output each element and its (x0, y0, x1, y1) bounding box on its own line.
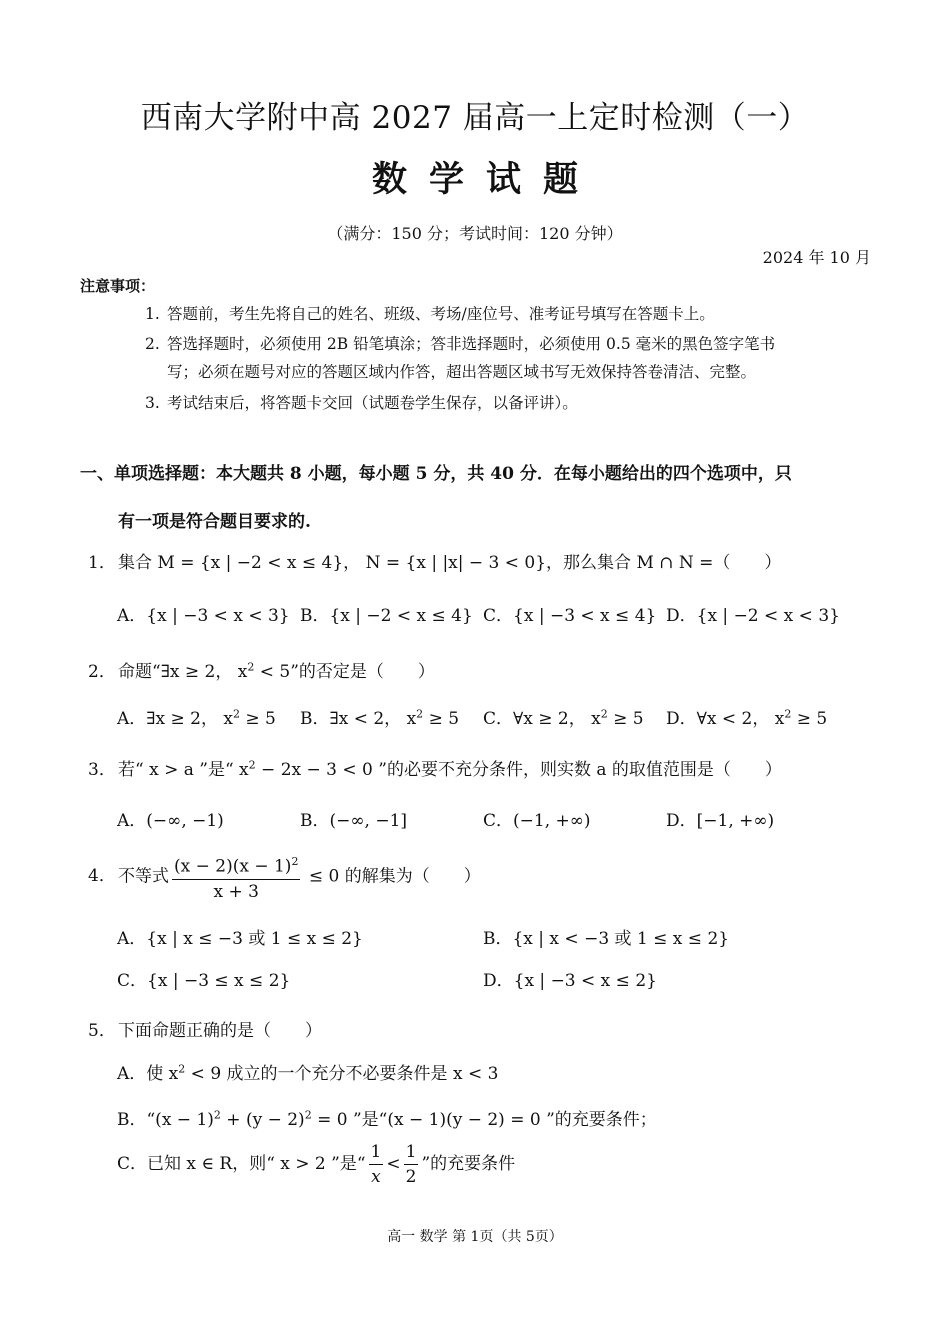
notice-text: 考试结束后，将答题卡交回（试题卷学生保存，以备评讲）。 (167, 394, 578, 412)
exam-meta: （满分：150 分；考试时间：120 分钟） (327, 224, 623, 243)
exponent: 2 (248, 758, 256, 772)
numerator-text: (x − 2)(x − 1) (174, 856, 292, 877)
question-number: 3． (88, 760, 116, 780)
exponent: 2 (304, 1108, 312, 1122)
q3-option-b: B．(−∞, −1] (300, 811, 408, 831)
opt-text: < 9 成立的一个充分不必要条件是 x < 3 (185, 1064, 499, 1084)
opt-text: A．∃x ≥ 2， x (117, 709, 233, 729)
exponent: 2 (247, 660, 255, 674)
question-stem: 集合 M = {x | −2 < x ≤ 4}， N = {x | |x| − 3 < 0}，那么集合 M ∩ N =（ ） (118, 553, 782, 573)
opt-text: ”的充要条件 (421, 1154, 516, 1174)
question-stem-b: < 5”的否定是（ ） (254, 662, 435, 682)
opt-text: C．∀x ≥ 2， x (483, 709, 601, 729)
notice-num: 1. (145, 305, 160, 323)
q2-option-c (483, 704, 644, 729)
opt-text: D．∀x < 2， x (666, 709, 785, 729)
notice-text-cont: 写；必须在题号对应的答题区域内作答，超出答题区域书写无效保持答卷清洁、完整。 (167, 363, 757, 381)
opt-text: B．“(x − 1) (117, 1110, 214, 1130)
q3-option-a: A．(−∞, −1) (117, 811, 224, 831)
question-2 (88, 657, 435, 682)
exponent: 2 (416, 707, 424, 721)
notice-num: 3. (145, 394, 160, 412)
q3-option-d: D．[−1, +∞) (666, 811, 775, 831)
question-stem: 下面命题正确的是（ ） (118, 1021, 322, 1041)
question-number: 5． (88, 1021, 116, 1041)
question-number: 1． (88, 553, 116, 573)
q2-option-a (117, 704, 276, 729)
opt-text: ≥ 5 (791, 709, 828, 729)
q4-option-a: A．{x | x ≤ −3 或 1 ≤ x ≤ 2} (117, 929, 363, 949)
opt-text: ≥ 5 (423, 709, 460, 729)
exponent: 2 (600, 707, 608, 721)
exam-title: 西南大学附中高 2027 届高一上定时检测（一） (140, 100, 810, 136)
q5-option-a (117, 1059, 498, 1084)
exponent: 2 (784, 707, 792, 721)
q1-option-d: D．{x | −2 < x < 3} (666, 606, 840, 626)
question-stem-a: 命题“∃x ≥ 2， x (118, 662, 248, 682)
notice-item-3 (145, 389, 873, 417)
opt-text: B．∃x < 2， x (300, 709, 417, 729)
opt-text: C．已知 x ∈ R，则“ x > 2 ”是“ (117, 1154, 366, 1174)
fraction-numerator: 1 (404, 1140, 419, 1165)
q4-option-d: D．{x | −3 < x ≤ 2} (483, 971, 657, 991)
q2-option-b (300, 704, 459, 729)
question-number: 2． (88, 662, 116, 682)
q2-option-d (666, 704, 827, 729)
opt-text: A．使 x (117, 1064, 179, 1084)
notice-item-1 (145, 300, 873, 328)
question-stem-a: 若“ x > a ”是“ x (118, 760, 249, 780)
exam-date: 2024 年 10 月 (762, 248, 871, 267)
q1-option-b: B．{x | −2 < x ≤ 4} (300, 606, 473, 626)
question-4 (88, 850, 481, 904)
section-heading (80, 450, 875, 546)
notice-item-2 (145, 330, 873, 386)
exponent: 2 (232, 707, 240, 721)
question-3 (88, 755, 782, 780)
fraction (172, 850, 300, 904)
fraction-denominator: 2 (405, 1167, 417, 1187)
notice-num: 2. (145, 335, 160, 353)
opt-text: ≥ 5 (239, 709, 276, 729)
fraction (404, 1140, 419, 1189)
q1-option-c: C．{x | −3 < x ≤ 4} (483, 606, 657, 626)
section-line-2: 有一项是符合题目要求的. (118, 512, 311, 532)
fraction (369, 1140, 384, 1189)
subject-title: 数学试题 (371, 159, 600, 200)
opt-text: < (386, 1154, 401, 1174)
page-footer: 高一 数学 第 1页（共 5页） (387, 1229, 563, 1245)
opt-text: = 0 ”是“(x − 1)(y − 2) = 0 ”的充要条件； (311, 1110, 657, 1130)
question-5 (88, 1016, 322, 1041)
question-1 (88, 548, 781, 573)
section-line-1: 一、单项选择题：本大题共 8 小题，每小题 5 分，共 40 分．在每小题给出的四个选项中，只 (80, 464, 792, 484)
q4-option-c: C．{x | −3 ≤ x ≤ 2} (117, 971, 291, 991)
question-stem-b: − 2x − 3 < 0 ”的必要不充分条件，则实数 a 的取值范围是（ ） (255, 760, 782, 780)
exponent: 2 (178, 1062, 186, 1076)
opt-text: ≥ 5 (607, 709, 644, 729)
question-post: ≤ 0 的解集为（ ） (303, 866, 481, 887)
question-number: 4． (88, 866, 116, 887)
opt-text: + (y − 2) (220, 1110, 305, 1130)
q5-option-b (117, 1105, 657, 1130)
fraction-denominator: x + 3 (213, 881, 259, 902)
fraction-numerator: 1 (369, 1140, 384, 1165)
q3-option-c: C．(−1, +∞) (483, 811, 591, 831)
q1-option-a: A．{x | −3 < x < 3} (117, 606, 290, 626)
q5-option-c (117, 1140, 515, 1189)
notice-heading: 注意事项： (80, 277, 156, 295)
question-pre: 不等式 (118, 866, 169, 887)
fraction-denominator: x (371, 1167, 381, 1187)
notice-text: 答选择题时，必须使用 2B 铅笔填涂；答非选择题时，必须使用 0.5 毫米的黑色签字笔书 (167, 335, 776, 353)
notice-text: 答题前，考生先将自己的姓名、班级、考场/座位号、准考证号填写在答题卡上。 (167, 305, 715, 323)
exponent: 2 (213, 1108, 221, 1122)
q4-option-b: B．{x | x < −3 或 1 ≤ x ≤ 2} (483, 929, 730, 949)
fraction-numerator (172, 850, 300, 880)
exponent: 2 (291, 855, 299, 868)
